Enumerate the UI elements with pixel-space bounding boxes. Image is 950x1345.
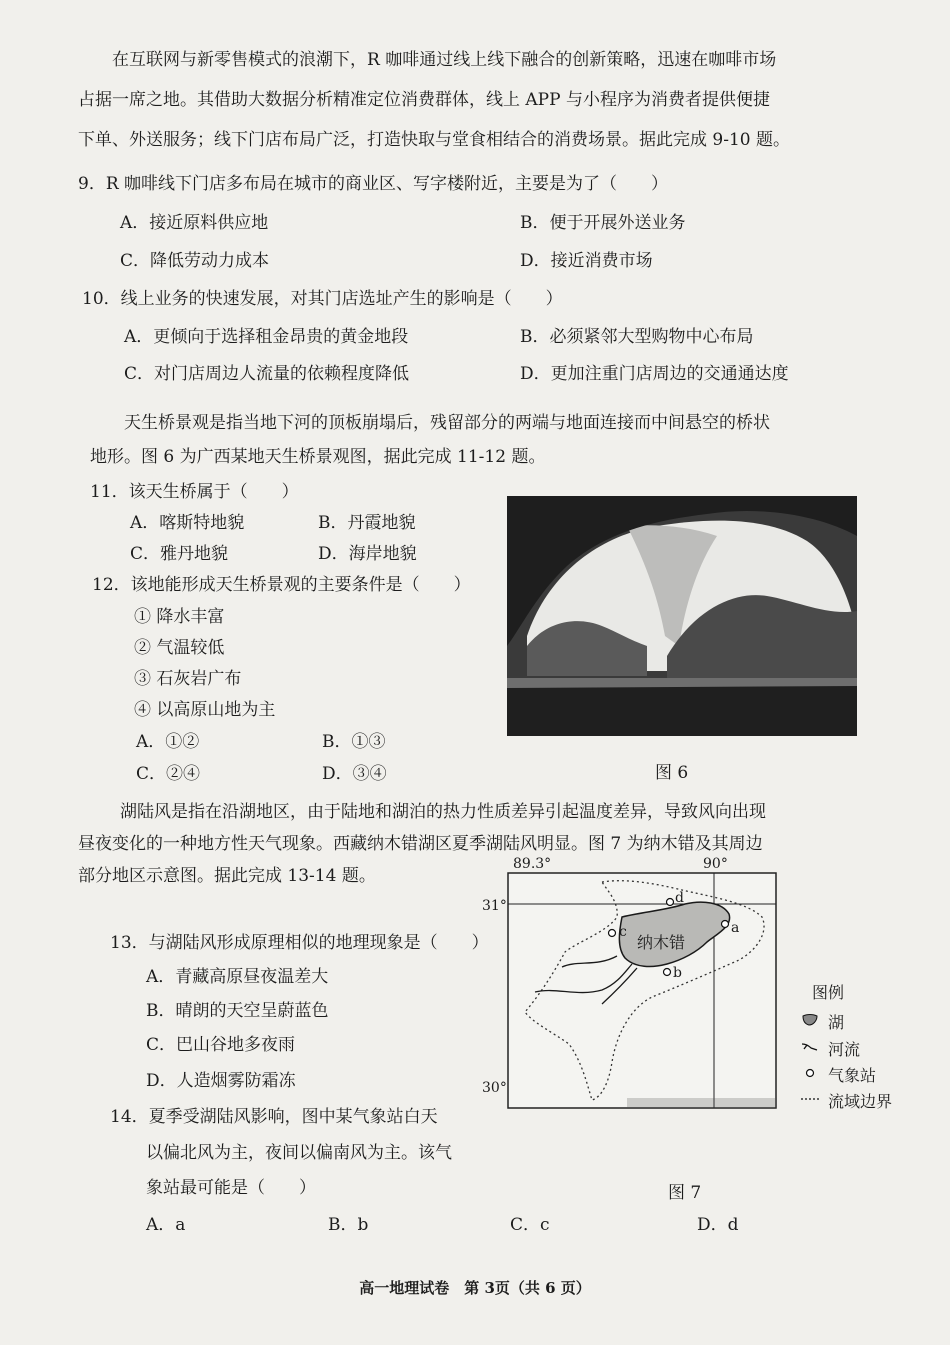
q13-option-b[interactable]: B．晴朗的天空呈蔚蓝色	[146, 1001, 329, 1021]
q13-option-a[interactable]: A．青藏高原昼夜温差大	[146, 967, 329, 987]
fig7-caption: 图 7	[668, 1183, 702, 1203]
legend-row-river	[800, 1037, 860, 1060]
station-b: b	[673, 965, 682, 981]
q13-stem: 13．与湖陆风形成原理相似的地理现象是（ ）	[110, 933, 489, 953]
q14-stem-line2: 以偏北风为主，夜间以偏南风为主。该气	[146, 1143, 452, 1163]
station-d: d	[675, 890, 684, 906]
intro-line: 昼夜变化的一种地方性天气现象。西藏纳木错湖区夏季湖陆风明显。图 7 为纳木错及其周边	[78, 834, 763, 854]
legend-label: 河流	[828, 1040, 861, 1059]
q11-option-d[interactable]: D．海岸地貌	[318, 544, 417, 564]
fig7-lon-right: 90°	[703, 856, 728, 872]
q14-option-a[interactable]: A．a	[146, 1215, 186, 1235]
legend-row-boundary	[800, 1089, 892, 1112]
lake-icon	[800, 1012, 820, 1031]
q10-stem: 10．线上业务的快速发展，对其门店选址产生的影响是（ ）	[82, 289, 563, 309]
q14-option-b[interactable]: B．b	[328, 1215, 369, 1235]
fig7-lat-top: 31°	[482, 898, 507, 914]
legend-row-station	[800, 1063, 876, 1086]
q14-stem-line1: 14．夏季受湖陆风影响，图中某气象站白天	[110, 1107, 438, 1127]
q10-option-b[interactable]: B．必须紧邻大型购物中心布局	[520, 327, 754, 347]
q10-option-d[interactable]: D．更加注重门店周边的交通通达度	[520, 364, 789, 384]
q11-stem: 11．该天生桥属于（ ）	[90, 482, 299, 502]
q12-option-a[interactable]: A．①②	[136, 732, 200, 752]
namco-map	[507, 872, 777, 1109]
intro-line: 湖陆风是指在沿湖地区，由于陆地和湖泊的热力性质差异引起温度差异，导致风向出现	[120, 802, 766, 822]
fig6-caption: 图 6	[655, 763, 689, 783]
page-footer: 高一地理试卷 第 3页（共 6 页）	[359, 1279, 591, 1297]
q14-option-d[interactable]: D．d	[697, 1215, 739, 1235]
intro-11-12	[90, 406, 770, 474]
q9-stem: 9．R 咖啡线下门店多布局在城市的商业区、写字楼附近，主要是为了（ ）	[78, 174, 669, 194]
q11-option-a[interactable]: A．喀斯特地貌	[130, 513, 245, 533]
q12-item-3: ③ 石灰岩广布	[134, 669, 242, 689]
q13-option-d[interactable]: D．人造烟雾防霜冻	[146, 1071, 296, 1091]
intro-line: 下单、外送服务；线下门店布局广泛，打造快取与堂食相结合的消费场景。据此完成 9-10 题。	[78, 130, 790, 150]
q12-item-1: ① 降水丰富	[134, 607, 225, 627]
intro-line: 部分地区示意图。据此完成 13-14 题。	[78, 866, 376, 886]
boundary-icon	[800, 1091, 820, 1110]
lake-label: 纳木错	[637, 933, 686, 952]
q13-option-c[interactable]: C．巴山谷地多夜雨	[146, 1035, 296, 1055]
station-c: c	[619, 924, 627, 940]
q12-option-b[interactable]: B．①③	[322, 732, 386, 752]
q11-option-b[interactable]: B．丹霞地貌	[318, 513, 416, 533]
intro-line: 地形。图 6 为广西某地天生桥景观图，据此完成 11-12 题。	[90, 447, 546, 467]
q14-option-c[interactable]: C．c	[510, 1215, 550, 1235]
q9-option-d[interactable]: D．接近消费市场	[520, 251, 653, 271]
natural-bridge-photo	[507, 496, 857, 736]
legend-title: 图例	[812, 983, 845, 1002]
q12-stem: 12．该地能形成天生桥景观的主要条件是（ ）	[92, 575, 471, 595]
legend-label: 湖	[828, 1013, 845, 1032]
q9-option-a[interactable]: A．接近原料供应地	[120, 213, 269, 233]
q14-stem-line3: 象站最可能是（ ）	[146, 1178, 316, 1198]
q12-item-4: ④ 以高原山地为主	[134, 700, 276, 720]
legend-row-lake	[800, 1010, 844, 1033]
q11-option-c[interactable]: C．雅丹地貌	[130, 544, 229, 564]
intro-line: 在互联网与新零售模式的浪潮下，R 咖啡通过线上线下融合的创新策略，迅速在咖啡市场	[112, 50, 777, 70]
fig7-lat-bottom: 30°	[482, 1080, 507, 1096]
legend-label: 气象站	[828, 1066, 877, 1085]
q12-option-d[interactable]: D．③④	[322, 764, 387, 784]
river-icon	[800, 1039, 820, 1058]
q10-option-c[interactable]: C．对门店周边人流量的依赖程度降低	[124, 364, 410, 384]
intro-line: 占据一席之地。其借助大数据分析精准定位消费群体，线上 APP 与小程序为消费者提供便捷	[78, 90, 770, 110]
legend-label: 流域边界	[828, 1092, 893, 1111]
intro-9-10	[78, 40, 790, 160]
q9-option-c[interactable]: C．降低劳动力成本	[120, 251, 270, 271]
q12-item-2: ② 气温较低	[134, 638, 225, 658]
intro-line: 天生桥景观是指当地下河的顶板崩塌后，残留部分的两端与地面连接而中间悬空的桥状	[124, 413, 770, 433]
q9-option-b[interactable]: B．便于开展外送业务	[520, 213, 686, 233]
q12-option-c[interactable]: C．②④	[136, 764, 201, 784]
station-a: a	[731, 920, 740, 936]
q10-option-a[interactable]: A．更倾向于选择租金昂贵的黄金地段	[124, 327, 409, 347]
fig7-lon-left: 89.3°	[513, 856, 552, 872]
station-icon	[800, 1065, 820, 1084]
